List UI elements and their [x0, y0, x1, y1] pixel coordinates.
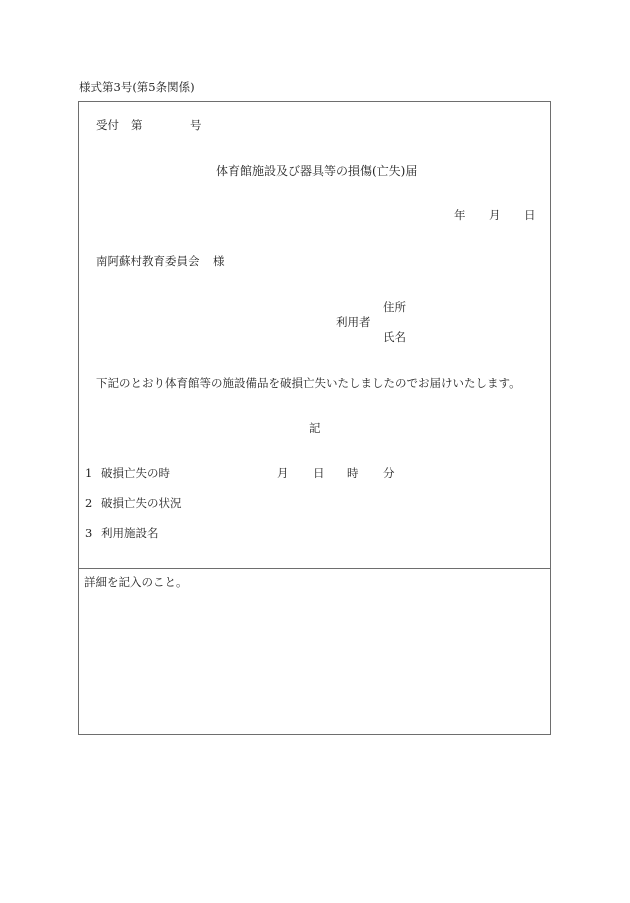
- statement-text: 下記のとおり体育館等の施設備品を破損亡失いたしましたのでお届けいたします。: [96, 376, 521, 390]
- item-label-facility-name: 利用施設名: [101, 526, 159, 540]
- section-divider: [78, 568, 551, 569]
- document-title: 体育館施設及び器具等の損傷(亡失)届: [216, 164, 418, 178]
- applicant-role-label: 利用者: [336, 315, 371, 329]
- item-number: 1: [85, 466, 93, 480]
- addressee-name: 南阿蘇村教育委員会: [96, 254, 200, 268]
- reception-label: 受付: [96, 118, 119, 132]
- item-number: 2: [85, 496, 93, 510]
- time-hour-label: 時: [347, 466, 359, 480]
- applicant-address-label: 住所: [383, 300, 406, 314]
- date-month-label: 月: [489, 208, 501, 222]
- date-year-label: 年: [454, 208, 466, 222]
- addressee-honorific: 様: [213, 254, 225, 268]
- time-month-label: 月: [277, 466, 289, 480]
- details-note: 詳細を記入のこと。: [84, 575, 188, 589]
- time-minute-label: 分: [383, 466, 395, 480]
- time-day-label: 日: [313, 466, 325, 480]
- form-number-label: 様式第3号(第5条関係): [79, 80, 195, 94]
- ki-heading: 記: [309, 421, 321, 435]
- date-day-label: 日: [524, 208, 536, 222]
- applicant-name-label: 氏名: [383, 330, 406, 344]
- reception-number-prefix: 第: [131, 118, 143, 132]
- item-number: 3: [85, 526, 93, 540]
- item-label-damage-status: 破損亡失の状況: [101, 496, 182, 510]
- reception-number-suffix: 号: [190, 118, 202, 132]
- form-box: [78, 101, 551, 735]
- item-label-damage-time: 破損亡失の時: [101, 466, 170, 480]
